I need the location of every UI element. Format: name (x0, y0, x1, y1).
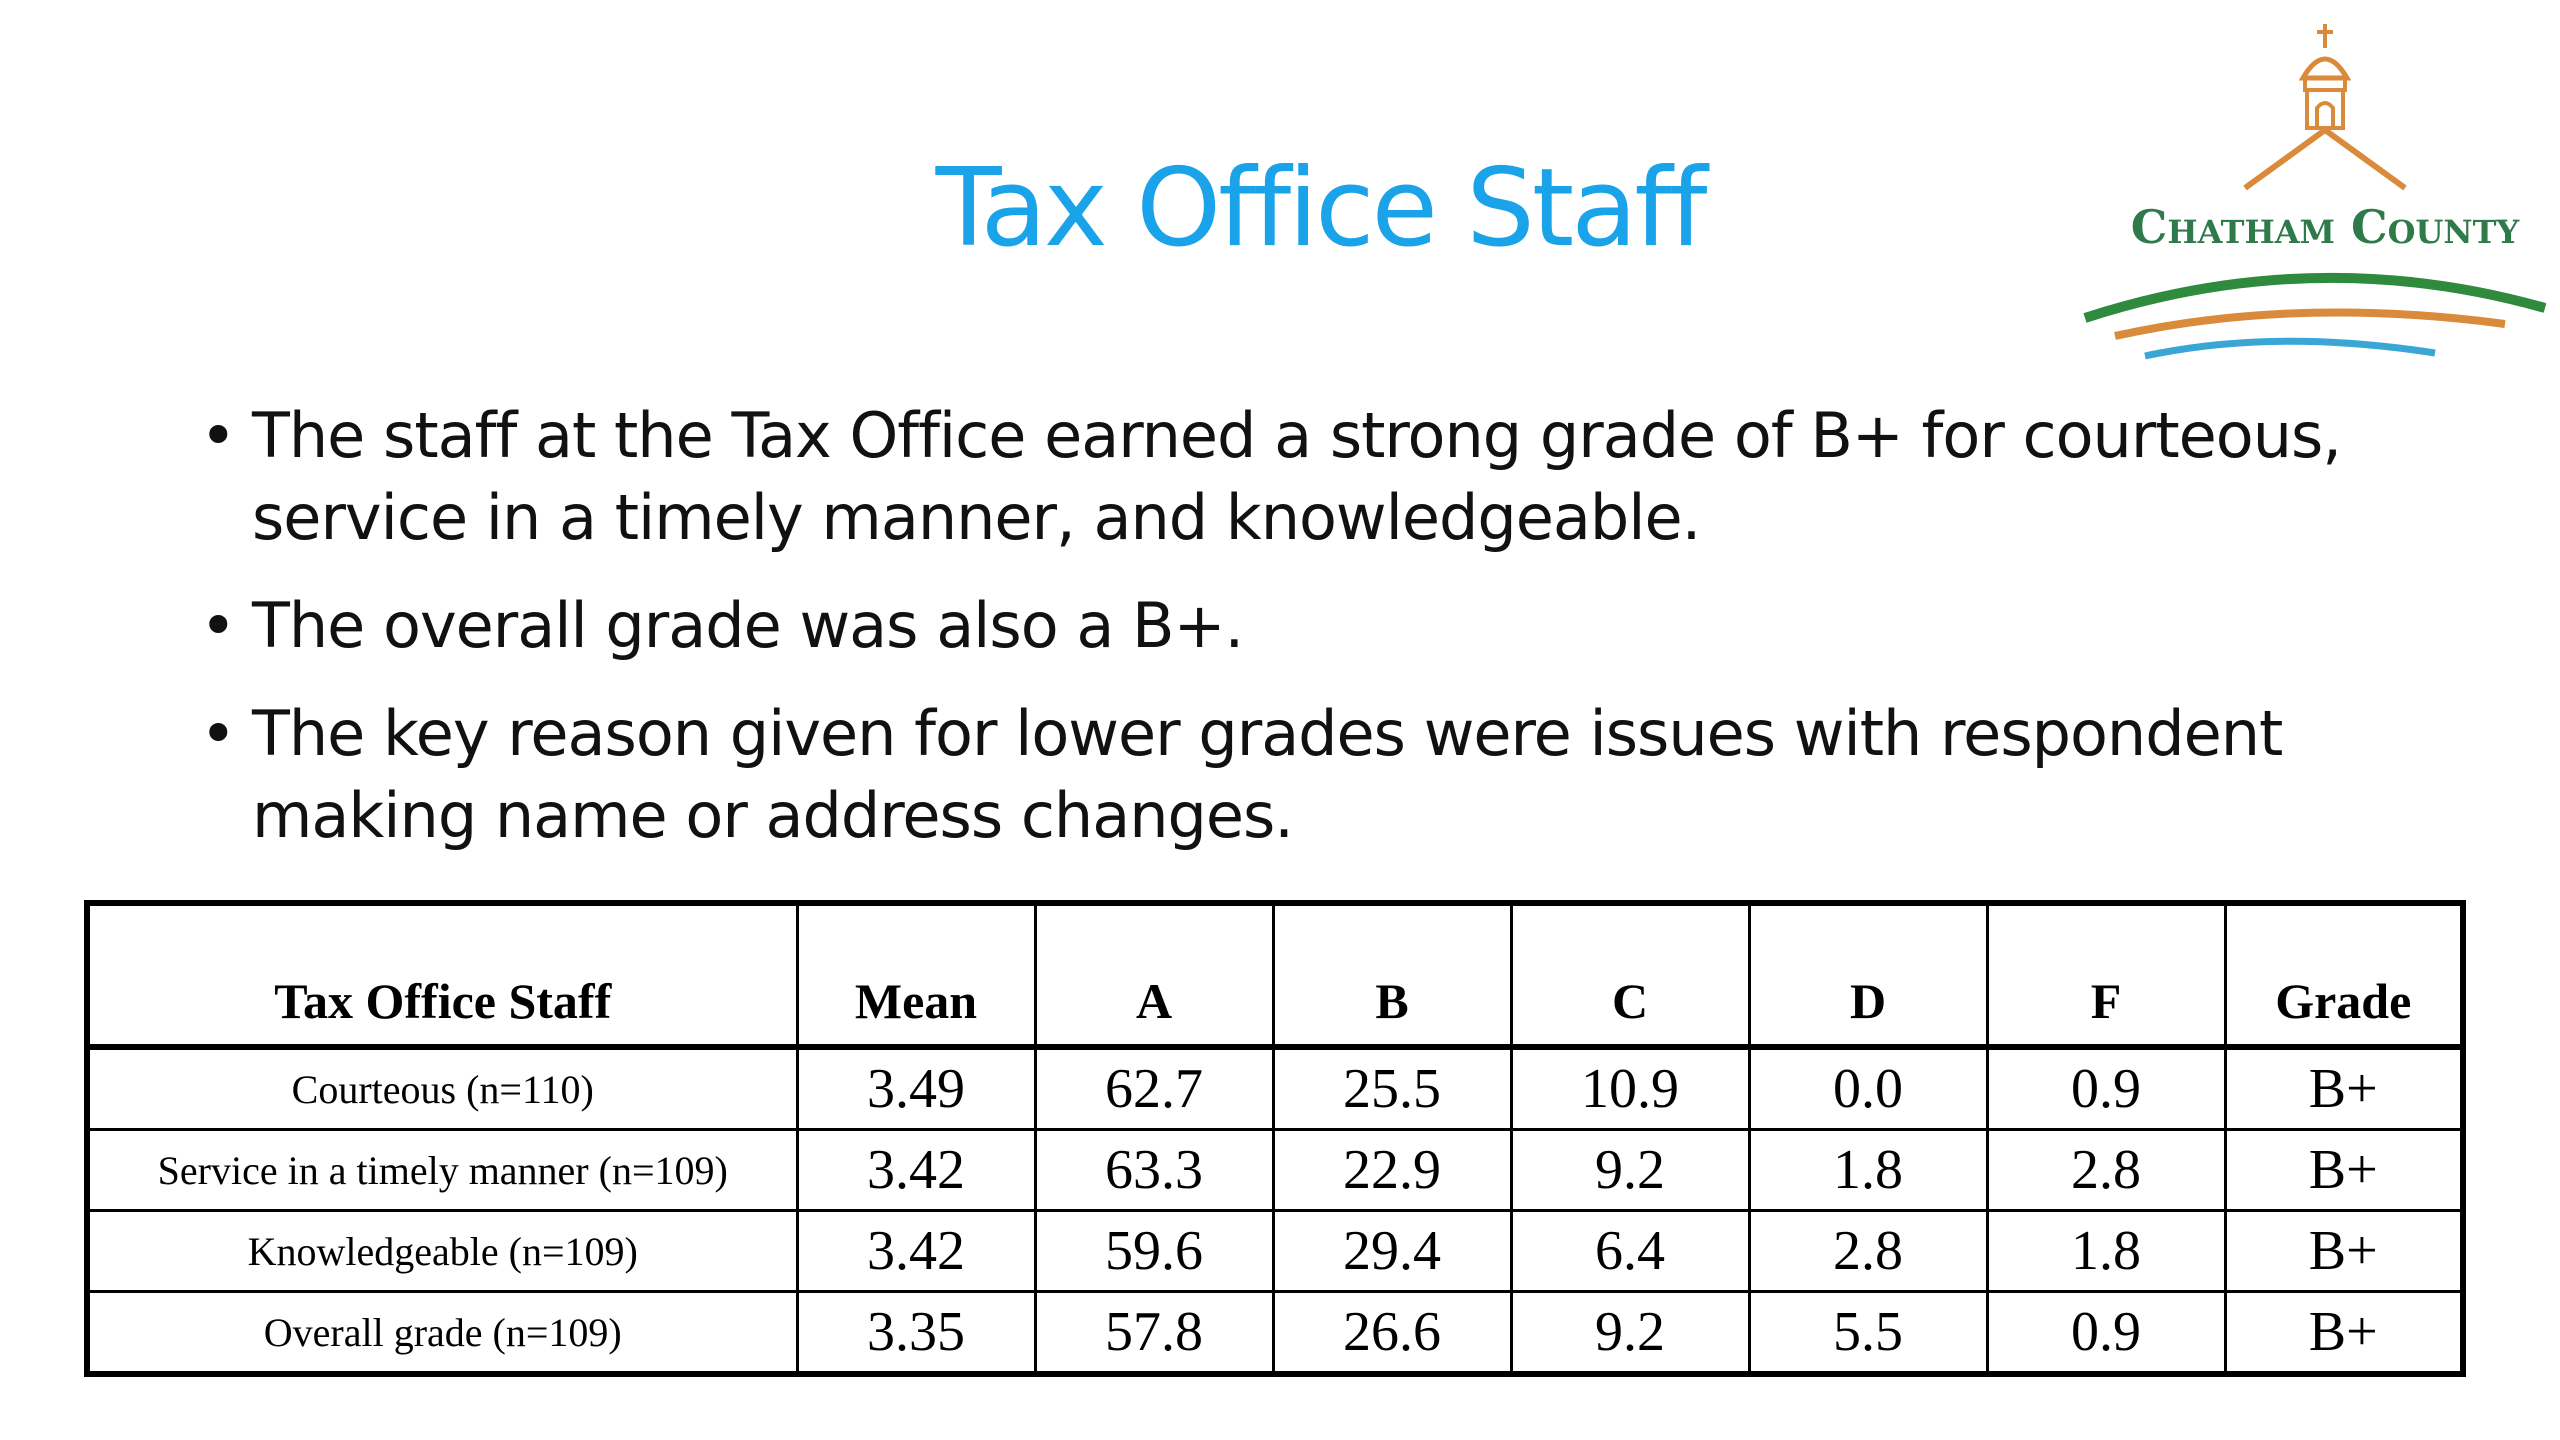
grade-c-cell: 6.4 (1511, 1211, 1749, 1292)
header-cell: F (1987, 903, 2225, 1047)
header-cell: A (1035, 903, 1273, 1047)
chatham-county-logo (2075, 18, 2555, 378)
logo-text: Chatham County (2130, 200, 2520, 254)
table-row (87, 1292, 2463, 1375)
grade-c-cell: 10.9 (1511, 1047, 1749, 1130)
grade-c-cell: 9.2 (1511, 1130, 1749, 1211)
table-row (87, 1130, 2463, 1211)
bullet-list (200, 395, 2400, 883)
grade-c-cell: 9.2 (1511, 1292, 1749, 1375)
grade-a-cell: 62.7 (1035, 1047, 1273, 1130)
header-cell: D (1749, 903, 1987, 1047)
row-label: Overall grade (n=109) (87, 1292, 797, 1375)
mean-cell: 3.49 (797, 1047, 1035, 1130)
grade-f-cell: 1.8 (1987, 1211, 2225, 1292)
row-label: Courteous (n=110) (87, 1047, 797, 1130)
mean-cell: 3.35 (797, 1292, 1035, 1375)
grade-d-cell: 2.8 (1749, 1211, 1987, 1292)
grade-b-cell: 29.4 (1273, 1211, 1511, 1292)
grade-cell: B+ (2225, 1047, 2463, 1130)
table-row (87, 1047, 2463, 1130)
mean-cell: 3.42 (797, 1130, 1035, 1211)
grade-b-cell: 25.5 (1273, 1047, 1511, 1130)
grade-d-cell: 5.5 (1749, 1292, 1987, 1375)
mean-cell: 3.42 (797, 1211, 1035, 1292)
slide-title: Tax Office Staff (935, 146, 1705, 271)
header-cell: Tax Office Staff (87, 903, 797, 1047)
header-cell: Mean (797, 903, 1035, 1047)
grade-f-cell: 0.9 (1987, 1047, 2225, 1130)
table-row (87, 1211, 2463, 1292)
grade-cell: B+ (2225, 1292, 2463, 1375)
grade-d-cell: 0.0 (1749, 1047, 1987, 1130)
table-header-row (87, 903, 2463, 1047)
grade-a-cell: 59.6 (1035, 1211, 1273, 1292)
grade-f-cell: 0.9 (1987, 1292, 2225, 1375)
grade-b-cell: 26.6 (1273, 1292, 1511, 1375)
grades-table (84, 900, 2466, 1377)
grade-cell: B+ (2225, 1211, 2463, 1292)
row-label: Knowledgeable (n=109) (87, 1211, 797, 1292)
row-label: Service in a timely manner (n=109) (87, 1130, 797, 1211)
grade-cell: B+ (2225, 1130, 2463, 1211)
bullet-item: • The key reason given for lower grades were issues with respondent making name or address changes. (200, 693, 2400, 857)
bullet-item: • The overall grade was also a B+. (200, 585, 2400, 667)
bullet-item: • The staff at the Tax Office earned a strong grade of B+ for courteous, service in a timely manner, and knowledgeable. (200, 395, 2400, 559)
header-cell: B (1273, 903, 1511, 1047)
grade-b-cell: 22.9 (1273, 1130, 1511, 1211)
grade-a-cell: 63.3 (1035, 1130, 1273, 1211)
header-cell: C (1511, 903, 1749, 1047)
grade-f-cell: 2.8 (1987, 1130, 2225, 1211)
header-cell: Grade (2225, 903, 2463, 1047)
grade-d-cell: 1.8 (1749, 1130, 1987, 1211)
logo-graphic-icon (2075, 18, 2555, 378)
grade-a-cell: 57.8 (1035, 1292, 1273, 1375)
